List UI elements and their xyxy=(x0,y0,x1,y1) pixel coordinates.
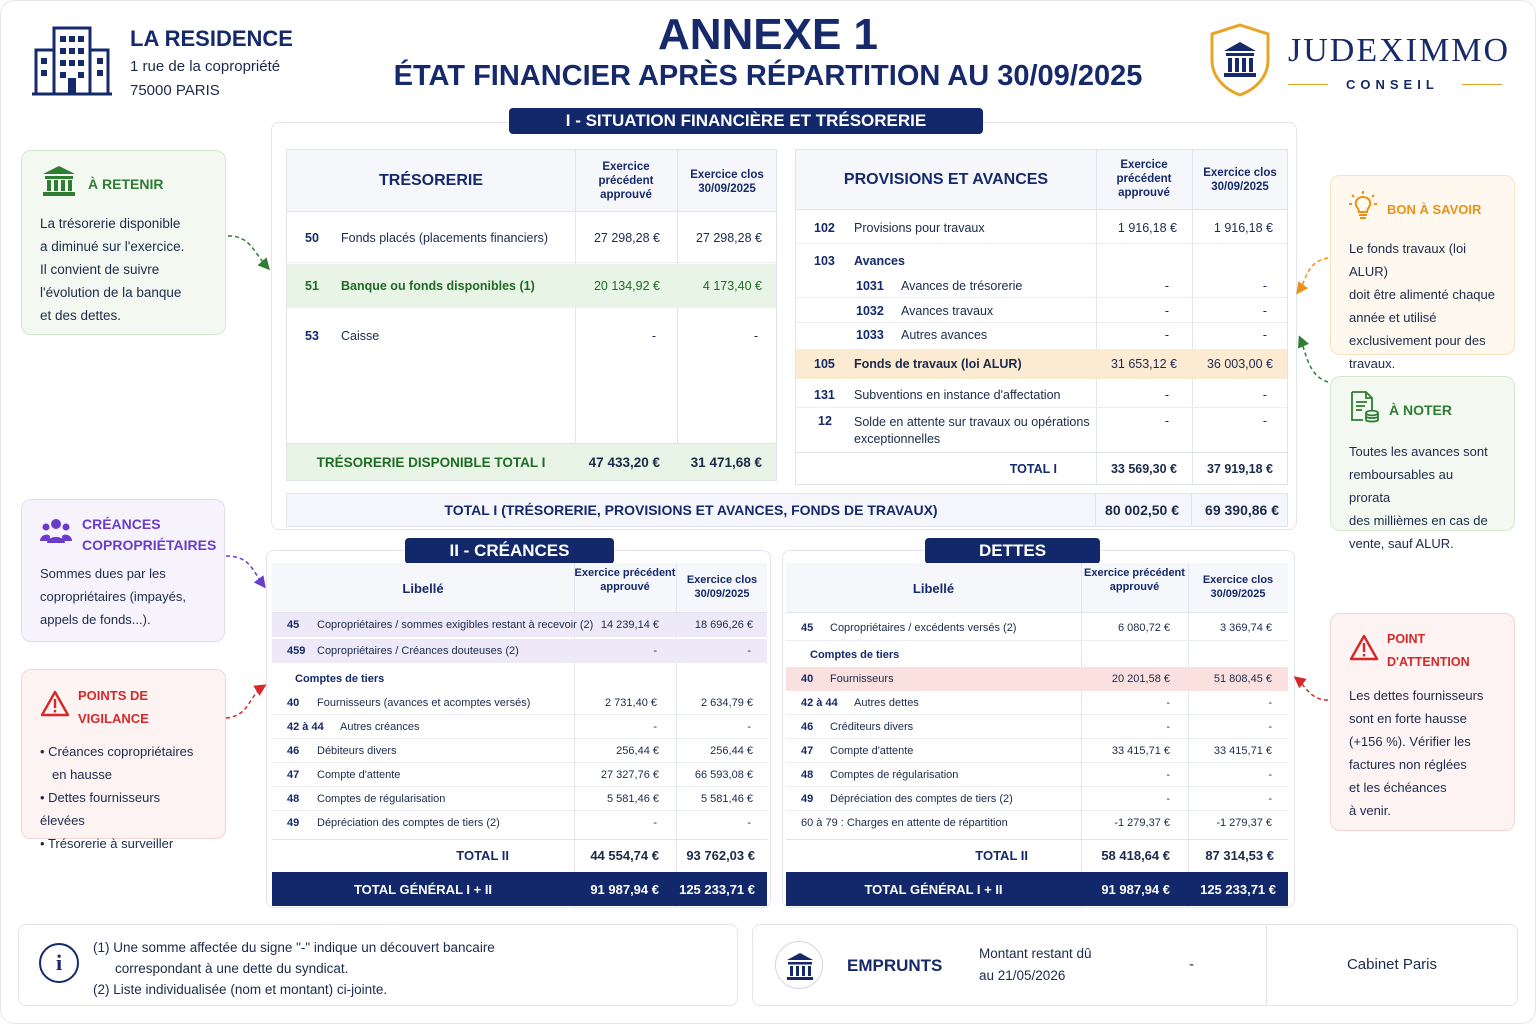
table-row: 45 Copropriétaires / excédents versés (2) 6 080,72 € 3 369,74 € xyxy=(786,615,1288,641)
callout-vigilance-title: POINTS DE VIGILANCE xyxy=(78,688,149,726)
footer-notes xyxy=(18,924,738,1006)
callout-text: factures non réglées xyxy=(1349,757,1467,772)
table-row: 48 Comptes de régularisation - - xyxy=(786,763,1288,787)
callout-text: Sommes dues par les xyxy=(40,566,166,581)
tresorerie-col-closed: Exercice clos 30/09/2025 xyxy=(690,169,764,195)
vigilance-item-cont: en hausse xyxy=(52,767,112,782)
callout-text: des millièmes en cas de xyxy=(1349,513,1488,528)
callout-noter-title: À NOTER xyxy=(1389,402,1452,418)
callout-attention-title: POINT D'ATTENTION xyxy=(1387,632,1470,669)
table-row-highlight: 45 Copropriétaires / sommes exigibles restant à recevoir (2) 14 239,14 € 18 696,26 € xyxy=(272,613,767,637)
table-row-highlight: 40 Fournisseurs 20 201,58 € 51 808,45 € xyxy=(786,667,1288,691)
table-row: 40 Fournisseurs (avances et acomptes versés) 2 731,40 € 2 634,79 € xyxy=(272,691,767,715)
note1-line2: correspondant à une dette du syndicat. xyxy=(115,961,349,976)
montant-line1: Montant restant dû xyxy=(979,946,1092,961)
callout-retenir-title: À RETENIR xyxy=(88,176,164,192)
table-row: 47 Compte d'attente 33 415,71 € 33 415,71 € xyxy=(786,739,1288,763)
emprunts-label: EMPRUNTS xyxy=(847,956,943,975)
page-subtitle: ÉTAT FINANCIER APRÈS RÉPARTITION AU 30/09/2025 xyxy=(393,60,1143,92)
footer-emprunts xyxy=(752,924,1518,1006)
callout-text: Les dettes fournisseurs xyxy=(1349,688,1484,703)
table-row-highlight: 459 Copropriétaires / Créances douteuses (2) - - xyxy=(272,639,767,663)
creances-libelle: Libellé xyxy=(402,581,444,596)
table-row-highlight: 105 Fonds de travaux (loi ALUR) 31 653,12 € 36 003,00 € xyxy=(796,349,1287,379)
callout-text: travaux. xyxy=(1349,356,1396,371)
grand-total1-closed: 69 390,86 € xyxy=(1205,502,1279,518)
callout-text: doit être alimenté chaque xyxy=(1349,287,1495,302)
provisions-col-prev: Exercice précédent approuvé xyxy=(1116,159,1172,199)
table-row: 42 à 44 Autres dettes - - xyxy=(786,691,1288,715)
dettes-general-total-row: TOTAL GÉNÉRAL I + II 91 987,94 € 125 233,71 € xyxy=(786,872,1288,906)
callout-text: et les échéances xyxy=(1349,780,1447,795)
provisions-col-closed: Exercice clos 30/09/2025 xyxy=(1203,167,1277,193)
page-title: ANNEXE 1 xyxy=(657,10,879,59)
note1-line1: (1) Une somme affectée du signe "-" indique un découvert bancaire xyxy=(93,940,495,955)
section1-label: I - SITUATION FINANCIÈRE ET TRÉSORERIE xyxy=(509,108,983,134)
creances-total-row: TOTAL II 44 554,74 € 93 762,03 € xyxy=(272,839,767,871)
callout-text: (+156 %). Vérifier les xyxy=(1349,734,1471,749)
grand-total1-label: TOTAL I (TRÉSORERIE, PROVISIONS ET AVANCES, FONDS DE TRAVAUX) xyxy=(444,502,938,518)
table-row: 47 Compte d'attente 27 327,76 € 66 593,08 € xyxy=(272,763,767,787)
callout-text: année et utilisé xyxy=(1349,310,1437,325)
note2: (2) Liste individualisée (nom et montant) ci-jointe. xyxy=(93,982,388,997)
montant-line2: au 21/05/2026 xyxy=(979,968,1066,983)
callout-text: a diminué sur l'exercice. xyxy=(40,239,185,254)
provisions-total-row: TOTAL I 33 569,30 € 37 919,18 € xyxy=(796,452,1287,484)
table-row: 53 Caisse - - xyxy=(305,329,758,343)
table-row: 46 Débiteurs divers 256,44 € 256,44 € xyxy=(272,739,767,763)
table-row: 50 Fonds placés (placements financiers) 27 298,28 € 27 298,28 € xyxy=(287,213,776,263)
table-row: 1033 Autres avances - - xyxy=(856,328,1267,342)
table-row: 102 Provisions pour travaux 1 916,18 € 1 916,18 € xyxy=(796,212,1287,244)
callout-text: sont en forte hausse xyxy=(1349,711,1467,726)
callout-text: exclusivement pour des xyxy=(1349,333,1486,348)
callout-text: appels de fonds...). xyxy=(40,612,151,627)
vigilance-item: • Trésorerie à surveiller xyxy=(40,836,174,851)
creances-col-closed: Exercice clos 30/09/2025 xyxy=(686,574,758,600)
table-row: 1031 Avances de trésorerie - - xyxy=(796,274,1287,298)
table-row: 1032 Avances travaux - - xyxy=(796,299,1287,323)
callout-text: remboursables au prorata xyxy=(1349,467,1454,505)
callout-text: vente, sauf ALUR. xyxy=(1349,536,1454,551)
dettes-col-prev: Exercice précédent approuvé xyxy=(1084,567,1185,593)
table-row: 12 Solde en attente sur travaux ou opérations exceptionnelles - - xyxy=(818,414,1267,446)
creances-col-prev: Exercice précédent approuvé xyxy=(574,567,676,593)
dettes-col-closed: Exercice clos 30/09/2025 xyxy=(1202,574,1274,600)
table-row: 131 Subventions en instance d'affectation - - xyxy=(796,382,1287,408)
address-line1: 1 rue de la copropriété xyxy=(130,58,281,75)
info-icon: i xyxy=(39,943,79,983)
table-row: 60 à 79 : Charges en attente de répartition -1 279,37 € -1 279,37 € xyxy=(801,817,1272,829)
callout-creances-title-1: CRÉANCES xyxy=(82,516,161,532)
table-row: 42 à 44 Autres créances - - xyxy=(272,715,767,739)
tresorerie-col-prev: Exercice précédent approuvé xyxy=(598,161,654,201)
tresorerie-title: TRÉSORERIE xyxy=(378,172,483,189)
callout-text: copropriétaires (impayés, xyxy=(40,589,186,604)
callout-text: à venir. xyxy=(1349,803,1391,818)
table-row: Comptes de tiers xyxy=(810,649,900,661)
logo-sub: CONSEIL xyxy=(1346,77,1439,92)
tresorerie-total-row: TRÉSORERIE DISPONIBLE TOTAL I 47 433,20 € 31 471,68 € xyxy=(287,443,776,480)
callout-text: Le fonds travaux (loi ALUR) xyxy=(1349,241,1467,279)
table-row: 103 Avances xyxy=(814,254,905,268)
dettes-libelle: Libellé xyxy=(912,581,955,596)
table-row: 49 Dépréciation des comptes de tiers (2) - - xyxy=(287,817,751,829)
montant-value: - xyxy=(1189,956,1194,973)
callout-text: et des dettes. xyxy=(40,308,122,323)
callout-text: La trésorerie disponible xyxy=(40,216,181,231)
table-row-highlight: 51 Banque ou fonds disponibles (1) 20 134,92 € 4 173,40 € xyxy=(287,264,776,308)
residence-name: LA RESIDENCE xyxy=(130,26,293,51)
vigilance-item: • Créances copropriétaires xyxy=(40,744,194,759)
table-row: 46 Créditeurs divers - - xyxy=(786,715,1288,739)
dettes-total-row: TOTAL II 58 418,64 € 87 314,53 € xyxy=(786,839,1288,871)
logo-name: JUDEXIMMO xyxy=(1288,32,1510,69)
cabinet-name: Cabinet Paris xyxy=(1346,956,1438,973)
vigilance-item: • Dettes fournisseurs élevées xyxy=(40,790,161,828)
address-line2: 75000 PARIS xyxy=(130,82,220,99)
creances-general-total-row: TOTAL GÉNÉRAL I + II 91 987,94 € 125 233,71 € xyxy=(272,872,767,906)
dettes-section-label: DETTES xyxy=(925,538,1100,564)
callout-savoir-title: BON À SAVOIR xyxy=(1387,202,1482,217)
table-row: Comptes de tiers xyxy=(295,673,385,685)
creances-section-label: II - CRÉANCES xyxy=(405,538,614,564)
provisions-title: PROVISIONS ET AVANCES xyxy=(843,171,1049,188)
table-row: 48 Comptes de régularisation 5 581,46 € 5 581,46 € xyxy=(272,787,767,811)
callout-text: Toutes les avances sont xyxy=(1349,444,1488,459)
grand-total1-prev: 80 002,50 € xyxy=(1105,502,1179,518)
callout-text: l'évolution de la banque xyxy=(40,285,182,300)
callout-creances-title-2: COPROPRIÉTAIRES xyxy=(82,537,217,553)
bank-icon xyxy=(775,941,823,989)
callout-text: Il convient de suivre xyxy=(40,262,160,277)
table-row: 49 Dépréciation des comptes de tiers (2) - - xyxy=(786,787,1288,811)
